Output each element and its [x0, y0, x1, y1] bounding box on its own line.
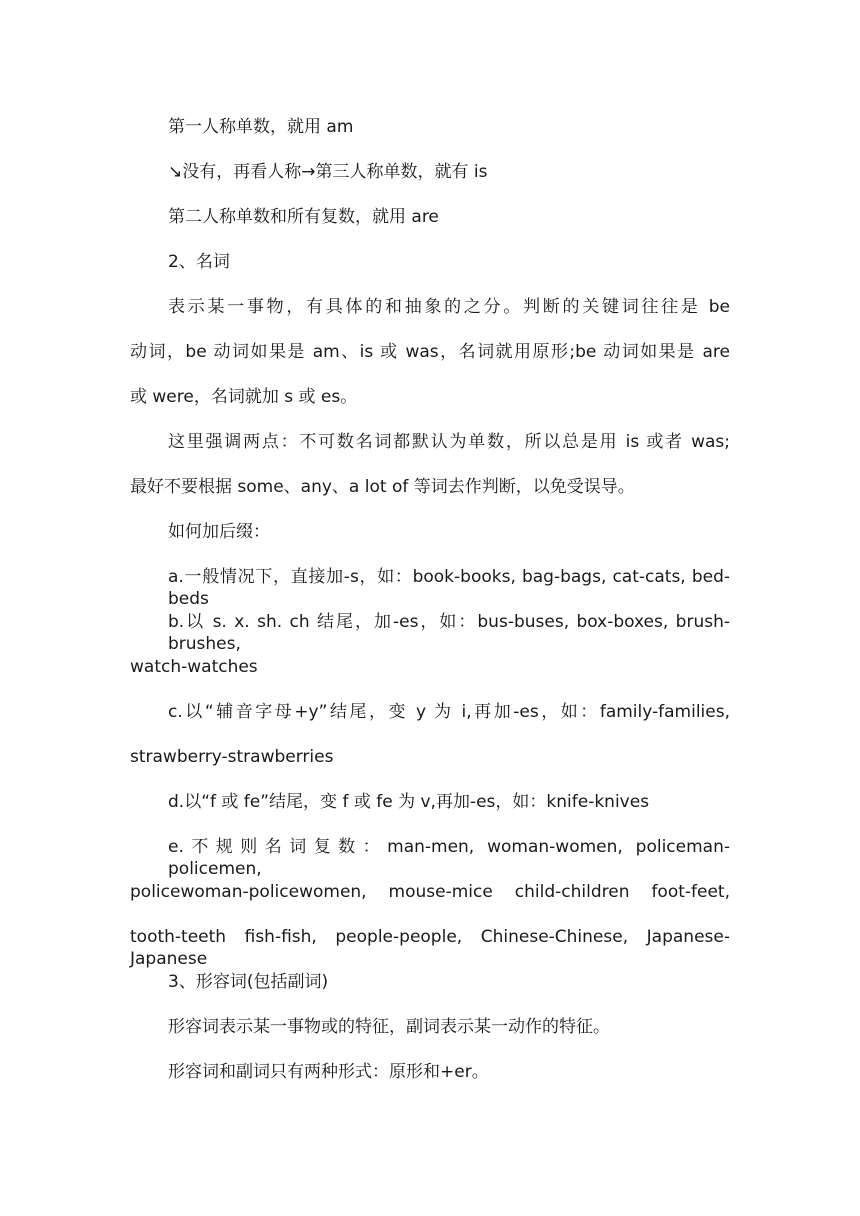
text-line: 第一人称单数，就用 am [168, 117, 354, 137]
section-heading-adjectives: 3、形容词(包括副词) [168, 972, 329, 992]
text-line: 或 were，名词就加 s 或 es。 [130, 387, 358, 407]
text-line: 最好不要根据 some、any、a lot of 等词去作判断，以免受误导。 [130, 477, 635, 497]
text-line: policewoman-policewomen, mouse-mice child-children foot-feet, [130, 882, 730, 902]
text-line: a.一般情况下，直接加-s，如：book-books, bag-bags, cat-cats, bed-beds [168, 567, 730, 609]
text-line: d.以“f 或 fe”结尾，变 f 或 fe 为 v,再加-es，如：knife-knives [168, 792, 650, 812]
text-line: 第二人称单数和所有复数，就用 are [168, 207, 439, 227]
text-line: strawberry-strawberries [130, 747, 334, 767]
text-line: c.以“辅音字母+y”结尾，变 y 为 i,再加-es，如：family-families, [168, 702, 730, 722]
text-line: 表示某一事物，有具体的和抽象的之分。判断的关键词往往是 be [168, 297, 730, 317]
text-line: ↘没有，再看人称→第三人称单数，就有 is [168, 162, 488, 182]
text-line: 如何加后缀： [168, 522, 270, 542]
text-line: watch-watches [130, 657, 258, 677]
text-line: 形容词表示某一事物或的特征，副词表示某一动作的特征。 [168, 1017, 610, 1037]
text-line: 形容词和副词只有两种形式：原形和+er。 [168, 1062, 489, 1082]
text-line: tooth-teeth fish-fish, people-people, Chinese-Chinese, Japanese-Japanese [130, 927, 730, 969]
text-line: 动词，be 动词如果是 am、is 或 was，名词就用原形;be 动词如果是 are [130, 342, 730, 362]
text-line: b.以 s. x. sh. ch 结尾，加-es，如：bus-buses, box-boxes, brush-brushes, [168, 612, 730, 654]
section-heading-nouns: 2、名词 [168, 252, 230, 272]
text-line: 这里强调两点：不可数名词都默认为单数，所以总是用 is 或者 was; [168, 432, 730, 452]
text-line: e.不规则名词复数：man-men, woman-women, policeman-policemen, [168, 837, 730, 879]
